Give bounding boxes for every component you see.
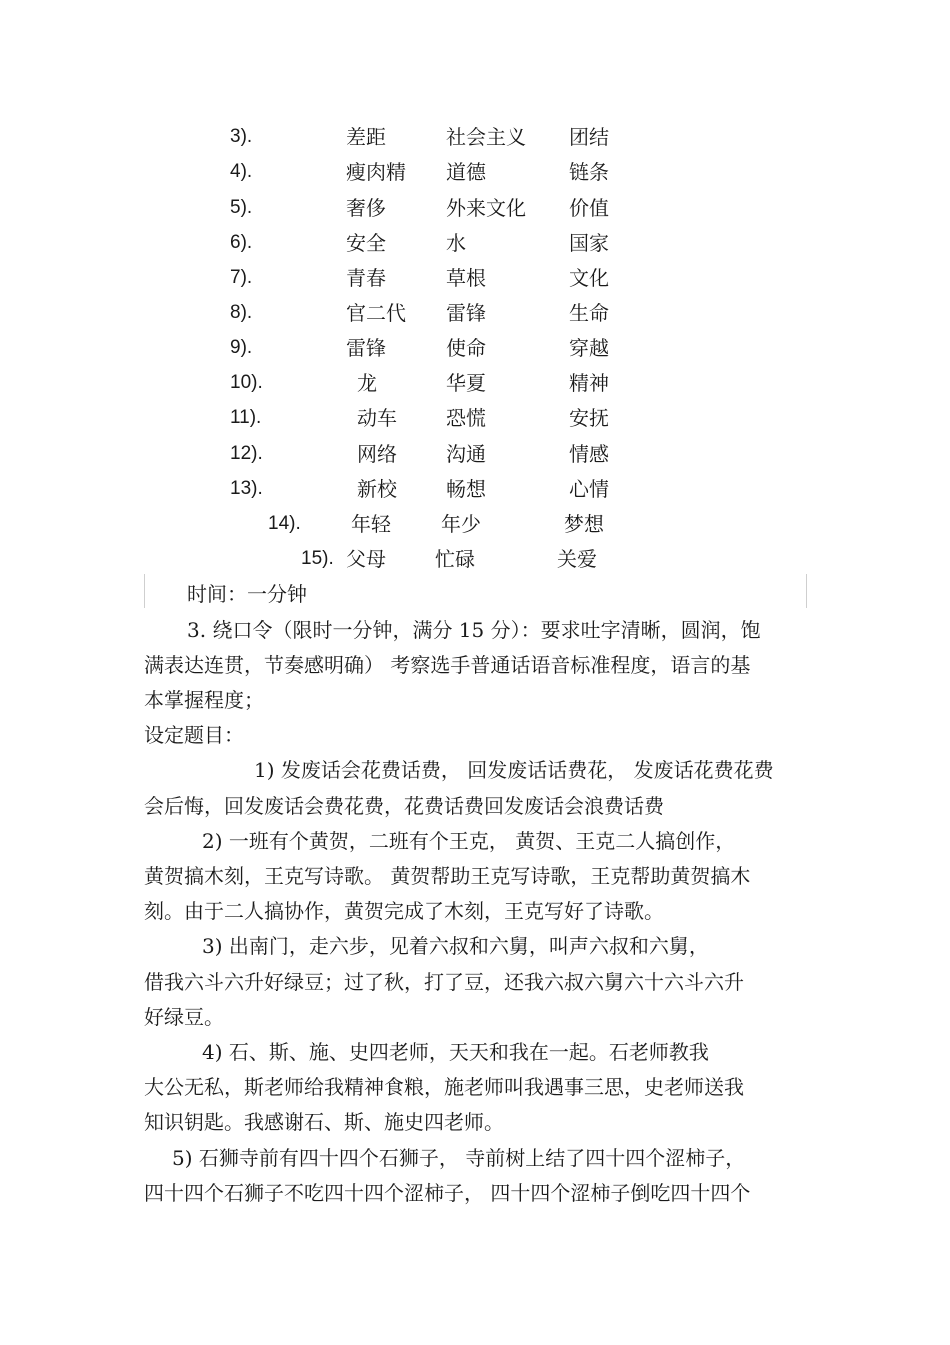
word-2: 畅想 (446, 477, 486, 501)
word-3: 情感 (569, 442, 609, 466)
row-number: 9). (230, 337, 253, 358)
row-number: 6). (230, 232, 253, 253)
twister-5-line: 四十四个石狮子不吃四十四个涩柿子， 四十四个涩柿子倒吃四十四个 (144, 1181, 751, 1205)
word-2: 草根 (446, 266, 486, 290)
row-number: 13). (230, 478, 263, 499)
row-number: 11). (230, 407, 262, 428)
word-2: 外来文化 (446, 196, 526, 220)
row-number: 4). (230, 161, 253, 182)
word-1: 青春 (346, 266, 386, 290)
row-number: 8). (230, 302, 253, 323)
row-number: 3). (230, 126, 253, 147)
section-3-heading: 3. 绕口令（限时一分钟，满分 15 分）：要求吐字清晰，圆润，饱 (187, 618, 761, 642)
word-1: 官二代 (346, 301, 406, 325)
word-1: 安全 (346, 231, 386, 255)
twister-3-line: 借我六斗六升好绿豆；过了秋，打了豆，还我六叔六舅六十六斗六升 (144, 970, 744, 994)
topics-label: 设定题目： (144, 723, 244, 747)
word-2: 使命 (446, 336, 486, 360)
border-line-left (144, 574, 145, 608)
word-1: 奢侈 (346, 196, 386, 220)
word-3: 安抚 (569, 406, 609, 430)
twister-4-line: 知识钥匙。我感谢石、斯、施史四老师。 (144, 1110, 504, 1134)
word-1: 龙 (357, 371, 377, 395)
word-3: 精神 (569, 371, 609, 395)
section-3-text: 本掌握程度； (144, 688, 264, 712)
border-line-right (806, 574, 807, 608)
twister-1-line: 会后悔，回发废话会费花费，花费话费回发废话会浪费话费 (144, 794, 664, 818)
word-1: 动车 (357, 406, 397, 430)
word-2: 雷锋 (446, 301, 486, 325)
word-3: 穿越 (569, 336, 609, 360)
word-3: 文化 (569, 266, 609, 290)
word-3: 价值 (569, 196, 609, 220)
twister-2-line: 2) 一班有个黄贺，二班有个王克， 黄贺、王克二人搞创作， (202, 829, 736, 853)
twister-1-line: 1) 发废话会花费话费， 回发废话话费花， 发废话花费花费 (254, 758, 774, 782)
word-2: 恐慌 (446, 406, 486, 430)
row-number: 5). (230, 197, 253, 218)
twister-4-line: 大公无私，斯老师给我精神食粮，施老师叫我遇事三思，史老师送我 (144, 1075, 744, 1099)
row-number: 15). (301, 548, 334, 569)
word-2: 年少 (441, 512, 481, 536)
word-3: 团结 (569, 125, 609, 149)
twister-3-line: 好绿豆。 (144, 1005, 224, 1029)
word-2: 水 (446, 231, 466, 255)
row-number: 10). (230, 372, 263, 393)
word-3: 梦想 (564, 512, 604, 536)
row-number: 14). (268, 513, 301, 534)
word-1: 瘦肉精 (346, 160, 406, 184)
word-1: 雷锋 (346, 336, 386, 360)
word-3: 心情 (569, 477, 609, 501)
word-1: 父母 (346, 547, 386, 571)
word-3: 关爱 (557, 547, 597, 571)
word-1: 年轻 (351, 512, 391, 536)
twister-2-line: 刻。由于二人搞协作，黄贺完成了木刻，王克写好了诗歌。 (144, 899, 664, 923)
word-2: 忙碌 (435, 547, 475, 571)
row-number: 7). (230, 267, 253, 288)
word-3: 链条 (569, 160, 609, 184)
word-1: 新校 (357, 477, 397, 501)
word-1: 差距 (346, 125, 386, 149)
word-2: 社会主义 (446, 125, 526, 149)
twister-5-line: 5) 石狮寺前有四十四个石狮子， 寺前树上结了四十四个涩柿子， (172, 1146, 746, 1170)
twister-2-line: 黄贺搞木刻，王克写诗歌。 黄贺帮助王克写诗歌，王克帮助黄贺搞木 (144, 864, 751, 888)
twister-4-line: 4) 石、斯、施、史四老师，天天和我在一起。石老师教我 (202, 1040, 709, 1064)
twister-3-line: 3) 出南门，走六步，见着六叔和六舅，叫声六叔和六舅， (202, 934, 709, 958)
row-number: 12). (230, 443, 263, 464)
word-2: 沟通 (446, 442, 486, 466)
word-2: 道德 (446, 160, 486, 184)
word-2: 华夏 (446, 371, 486, 395)
section-3-text: 满表达连贯，节奏感明确） 考察选手普通话语音标准程度，语言的基 (144, 653, 751, 677)
word-3: 生命 (569, 301, 609, 325)
word-3: 国家 (569, 231, 609, 255)
word-1: 网络 (357, 442, 397, 466)
time-label: 时间：一分钟 (187, 582, 307, 606)
